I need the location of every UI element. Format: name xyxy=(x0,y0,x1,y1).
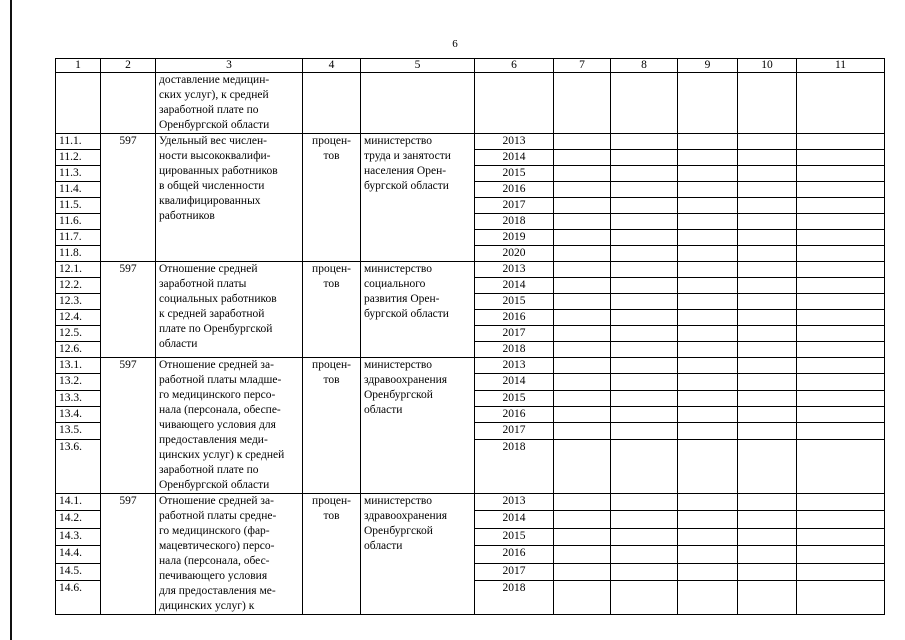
value-cell xyxy=(738,390,797,406)
value-cell xyxy=(797,511,885,528)
value-cell xyxy=(611,166,678,182)
value-cell xyxy=(797,150,885,166)
row-number: 13.4. xyxy=(56,407,101,423)
column-header: 11 xyxy=(797,59,885,73)
row-number: 12.1. xyxy=(56,262,101,278)
value-cell xyxy=(678,563,738,580)
row-number: 13.3. xyxy=(56,390,101,406)
value-cell xyxy=(554,326,611,342)
year-cell: 2015 xyxy=(475,390,554,406)
indicator-text: доставление медицин- ских услуг), к средней заработной плате по Оренбургской области xyxy=(156,73,303,134)
value-cell xyxy=(738,246,797,262)
value-cell xyxy=(797,134,885,150)
year-cell: 2014 xyxy=(475,511,554,528)
value-cell xyxy=(797,563,885,580)
value-cell xyxy=(678,528,738,545)
value-cell xyxy=(611,439,678,493)
table-row xyxy=(56,358,885,374)
table-row xyxy=(56,134,885,150)
value-cell xyxy=(797,439,885,493)
value-cell xyxy=(611,134,678,150)
column-header: 3 xyxy=(156,59,303,73)
table-cell xyxy=(101,73,156,134)
value-cell xyxy=(678,134,738,150)
indicator-code: 597 xyxy=(101,134,156,262)
unit-text: процен- тов xyxy=(303,358,361,494)
value-cell xyxy=(797,423,885,439)
table-cell xyxy=(475,73,554,134)
value-cell xyxy=(611,326,678,342)
value-cell xyxy=(554,546,611,563)
indicator-code: 597 xyxy=(101,358,156,494)
value-cell xyxy=(678,494,738,511)
row-number: 11.4. xyxy=(56,182,101,198)
column-header: 6 xyxy=(475,59,554,73)
value-cell xyxy=(611,511,678,528)
value-cell xyxy=(611,563,678,580)
indicator-code: 597 xyxy=(101,262,156,358)
value-cell xyxy=(678,390,738,406)
year-cell: 2018 xyxy=(475,342,554,358)
row-number: 12.3. xyxy=(56,294,101,310)
value-cell xyxy=(611,198,678,214)
value-cell xyxy=(554,358,611,374)
value-cell xyxy=(797,214,885,230)
value-cell xyxy=(554,278,611,294)
value-cell xyxy=(611,528,678,545)
value-cell xyxy=(797,278,885,294)
value-cell xyxy=(738,563,797,580)
value-cell xyxy=(678,246,738,262)
row-number: 14.2. xyxy=(56,511,101,528)
value-cell xyxy=(611,214,678,230)
value-cell xyxy=(611,546,678,563)
indicator-text: Отношение средней за- работной платы средне- го медицинского (фар- мацевтического) персо- нала (персонала, обес- печивающего условия для предоставления ме- дицинских услуг) к xyxy=(156,494,303,615)
value-cell xyxy=(611,423,678,439)
value-cell xyxy=(611,230,678,246)
year-cell: 2016 xyxy=(475,407,554,423)
value-cell xyxy=(554,511,611,528)
table-cell xyxy=(303,73,361,134)
value-cell xyxy=(738,230,797,246)
value-cell xyxy=(738,150,797,166)
value-cell xyxy=(797,390,885,406)
value-cell xyxy=(738,134,797,150)
value-cell xyxy=(797,198,885,214)
table-cell xyxy=(797,73,885,134)
column-header: 7 xyxy=(554,59,611,73)
value-cell xyxy=(738,214,797,230)
value-cell xyxy=(611,262,678,278)
column-header: 4 xyxy=(303,59,361,73)
executor-text: министерство здравоохранения Оренбургской области xyxy=(361,494,475,615)
row-number: 11.2. xyxy=(56,150,101,166)
table-cell xyxy=(361,73,475,134)
unit-text: процен- тов xyxy=(303,494,361,615)
value-cell xyxy=(611,494,678,511)
value-cell xyxy=(678,310,738,326)
table-body xyxy=(56,73,885,615)
value-cell xyxy=(554,423,611,439)
year-cell: 2017 xyxy=(475,326,554,342)
value-cell xyxy=(797,546,885,563)
value-cell xyxy=(678,166,738,182)
row-number: 12.6. xyxy=(56,342,101,358)
value-cell xyxy=(797,342,885,358)
year-cell: 2015 xyxy=(475,528,554,545)
year-cell: 2017 xyxy=(475,563,554,580)
value-cell xyxy=(611,182,678,198)
value-cell xyxy=(611,278,678,294)
row-number: 12.4. xyxy=(56,310,101,326)
value-cell xyxy=(797,374,885,390)
value-cell xyxy=(611,374,678,390)
value-cell xyxy=(738,374,797,390)
value-cell xyxy=(738,310,797,326)
year-cell: 2016 xyxy=(475,182,554,198)
value-cell xyxy=(678,407,738,423)
value-cell xyxy=(738,528,797,545)
executor-text: министерство здравоохранения Оренбургской области xyxy=(361,358,475,494)
value-cell xyxy=(738,439,797,493)
year-cell: 2013 xyxy=(475,358,554,374)
value-cell xyxy=(554,214,611,230)
value-cell xyxy=(738,494,797,511)
left-margin-rule xyxy=(10,0,12,640)
value-cell xyxy=(554,374,611,390)
value-cell xyxy=(797,182,885,198)
table-cell xyxy=(56,73,101,134)
value-cell xyxy=(738,407,797,423)
value-cell xyxy=(554,262,611,278)
unit-text: процен- тов xyxy=(303,134,361,262)
value-cell xyxy=(678,262,738,278)
indicator-text: Удельный вес числен- ности высококвалифи- цированных работников в общей численности квалифицированных работников xyxy=(156,134,303,262)
value-cell xyxy=(738,294,797,310)
row-number: 14.1. xyxy=(56,494,101,511)
year-cell: 2017 xyxy=(475,198,554,214)
value-cell xyxy=(797,326,885,342)
value-cell xyxy=(611,390,678,406)
value-cell xyxy=(797,230,885,246)
value-cell xyxy=(554,166,611,182)
value-cell xyxy=(797,310,885,326)
value-cell xyxy=(797,407,885,423)
year-cell: 2016 xyxy=(475,546,554,563)
year-cell: 2015 xyxy=(475,294,554,310)
value-cell xyxy=(554,310,611,326)
value-cell xyxy=(611,581,678,615)
value-cell xyxy=(678,439,738,493)
column-header: 1 xyxy=(56,59,101,73)
column-header: 9 xyxy=(678,59,738,73)
value-cell xyxy=(678,358,738,374)
value-cell xyxy=(797,262,885,278)
value-cell xyxy=(554,246,611,262)
continuation-row xyxy=(56,73,885,134)
value-cell xyxy=(678,278,738,294)
row-number: 14.4. xyxy=(56,546,101,563)
year-cell: 2018 xyxy=(475,439,554,493)
value-cell xyxy=(678,511,738,528)
value-cell xyxy=(797,494,885,511)
year-cell: 2014 xyxy=(475,278,554,294)
value-cell xyxy=(554,198,611,214)
row-number: 13.2. xyxy=(56,374,101,390)
value-cell xyxy=(738,198,797,214)
value-cell xyxy=(678,581,738,615)
year-cell: 2018 xyxy=(475,214,554,230)
row-number: 14.6. xyxy=(56,581,101,615)
page-number: 6 xyxy=(452,38,458,50)
value-cell xyxy=(738,581,797,615)
column-header: 2 xyxy=(101,59,156,73)
year-cell: 2015 xyxy=(475,166,554,182)
value-cell xyxy=(678,326,738,342)
value-cell xyxy=(797,294,885,310)
value-cell xyxy=(554,182,611,198)
value-cell xyxy=(797,166,885,182)
year-cell: 2019 xyxy=(475,230,554,246)
value-cell xyxy=(554,439,611,493)
value-cell xyxy=(611,150,678,166)
table-cell xyxy=(678,73,738,134)
row-number: 13.1. xyxy=(56,358,101,374)
value-cell xyxy=(738,358,797,374)
row-number: 13.5. xyxy=(56,423,101,439)
column-header: 10 xyxy=(738,59,797,73)
value-cell xyxy=(738,278,797,294)
value-cell xyxy=(611,407,678,423)
year-cell: 2016 xyxy=(475,310,554,326)
value-cell xyxy=(611,294,678,310)
executor-text: министерство труда и занятости населения Орен- бургской области xyxy=(361,134,475,262)
year-cell: 2013 xyxy=(475,262,554,278)
value-cell xyxy=(797,358,885,374)
value-cell xyxy=(554,230,611,246)
row-number: 11.7. xyxy=(56,230,101,246)
row-number: 11.3. xyxy=(56,166,101,182)
value-cell xyxy=(678,294,738,310)
year-cell: 2020 xyxy=(475,246,554,262)
row-number: 11.6. xyxy=(56,214,101,230)
value-cell xyxy=(678,214,738,230)
value-cell xyxy=(554,342,611,358)
table-cell xyxy=(611,73,678,134)
value-cell xyxy=(738,182,797,198)
value-cell xyxy=(678,230,738,246)
column-header: 5 xyxy=(361,59,475,73)
value-cell xyxy=(678,546,738,563)
value-cell xyxy=(678,182,738,198)
unit-text: процен- тов xyxy=(303,262,361,358)
year-cell: 2017 xyxy=(475,423,554,439)
value-cell xyxy=(554,581,611,615)
value-cell xyxy=(611,358,678,374)
value-cell xyxy=(797,528,885,545)
row-number: 12.2. xyxy=(56,278,101,294)
value-cell xyxy=(611,342,678,358)
value-cell xyxy=(738,342,797,358)
row-number: 11.1. xyxy=(56,134,101,150)
value-cell xyxy=(554,563,611,580)
column-header: 8 xyxy=(611,59,678,73)
year-cell: 2013 xyxy=(475,494,554,511)
value-cell xyxy=(678,198,738,214)
table-cell xyxy=(554,73,611,134)
year-cell: 2013 xyxy=(475,134,554,150)
value-cell xyxy=(554,407,611,423)
executor-text: министерство социального развития Орен- бургской области xyxy=(361,262,475,358)
value-cell xyxy=(738,423,797,439)
column-numbers-row xyxy=(56,59,885,73)
value-cell xyxy=(678,423,738,439)
indicator-code: 597 xyxy=(101,494,156,615)
value-cell xyxy=(678,374,738,390)
value-cell xyxy=(738,262,797,278)
row-number: 14.3. xyxy=(56,528,101,545)
value-cell xyxy=(554,294,611,310)
indicator-table xyxy=(55,58,885,615)
value-cell xyxy=(797,246,885,262)
value-cell xyxy=(611,246,678,262)
value-cell xyxy=(554,150,611,166)
value-cell xyxy=(554,494,611,511)
value-cell xyxy=(797,581,885,615)
value-cell xyxy=(738,511,797,528)
value-cell xyxy=(738,326,797,342)
row-number: 13.6. xyxy=(56,439,101,493)
row-number: 12.5. xyxy=(56,326,101,342)
value-cell xyxy=(554,134,611,150)
value-cell xyxy=(738,546,797,563)
value-cell xyxy=(678,342,738,358)
indicator-text: Отношение средней за- работной платы младше- го медицинского персо- нала (персонала, обеспе- чивающего условия для предоставления меди- цинских услуг) к средней заработной плате по Оренбургской области xyxy=(156,358,303,494)
value-cell xyxy=(738,166,797,182)
value-cell xyxy=(611,310,678,326)
table-row xyxy=(56,262,885,278)
value-cell xyxy=(554,390,611,406)
row-number: 14.5. xyxy=(56,563,101,580)
value-cell xyxy=(554,528,611,545)
table-row xyxy=(56,494,885,511)
year-cell: 2014 xyxy=(475,374,554,390)
year-cell: 2018 xyxy=(475,581,554,615)
table-cell xyxy=(738,73,797,134)
year-cell: 2014 xyxy=(475,150,554,166)
row-number: 11.5. xyxy=(56,198,101,214)
row-number: 11.8. xyxy=(56,246,101,262)
indicator-text: Отношение средней заработной платы социальных работников к средней заработной плате по Оренбургской области xyxy=(156,262,303,358)
value-cell xyxy=(678,150,738,166)
